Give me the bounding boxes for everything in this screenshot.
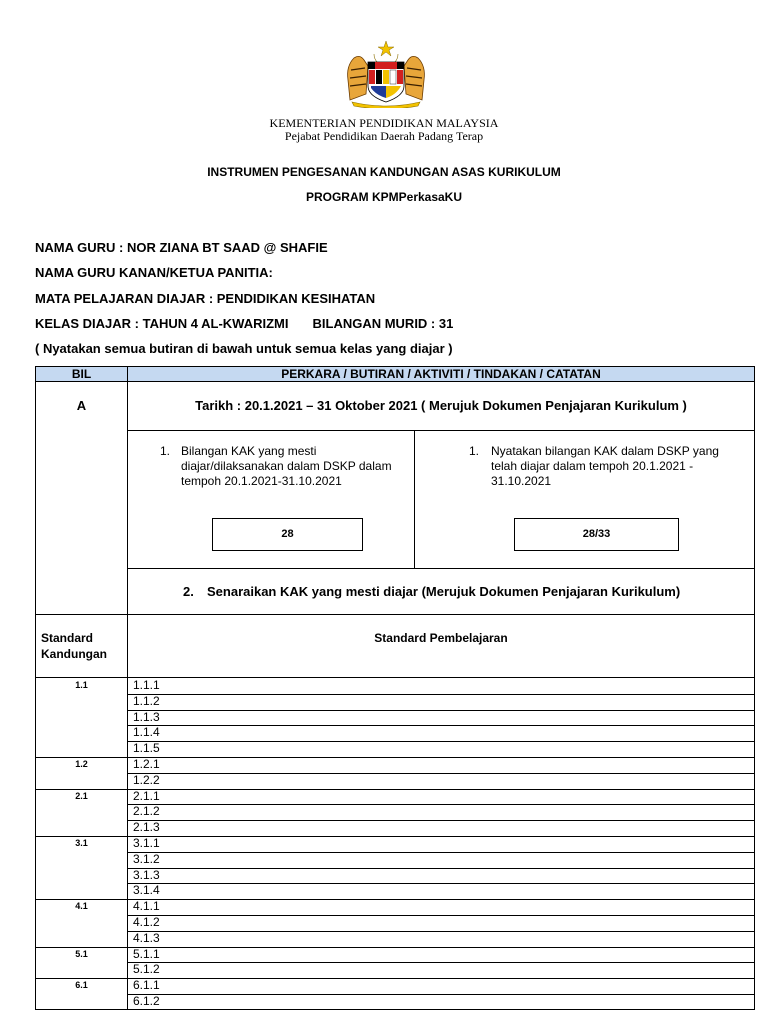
- standard-pembelajaran-cell: 3.1.1: [133, 836, 160, 850]
- column-header-bil: BIL: [71, 367, 92, 381]
- standard-pembelajaran-cell: 4.1.3: [133, 930, 160, 945]
- document-title: INSTRUMEN PENGESANAN KANDUNGAN ASAS KURIKULUM: [207, 165, 561, 179]
- ministry-name: KEMENTERIAN PENDIDIKAN MALAYSIA: [269, 116, 499, 130]
- standard-pembelajaran-cell: 1.2.1: [133, 757, 160, 771]
- standard-pembelajaran-cell: 4.1.1: [133, 899, 160, 914]
- standard-pembelajaran-cell: 1.1.3: [133, 709, 160, 724]
- table-row-rule: [127, 820, 755, 821]
- standard-kandungan-cell: 5.1: [75, 948, 88, 959]
- standard-pembelajaran-cell: 4.1.2: [133, 915, 160, 929]
- standard-kandungan-cell: 2.1: [75, 790, 88, 801]
- table-row-rule: [127, 804, 755, 805]
- section-label-a: A: [76, 398, 87, 413]
- table-row-rule: [127, 962, 755, 963]
- standard-pembelajaran-cell: 1.2.2: [133, 772, 160, 787]
- standard-pembelajaran-cell: 5.1.1: [133, 946, 160, 961]
- standard-pembelajaran-cell: 1.1.5: [133, 741, 160, 756]
- question-2-number: 2.: [183, 584, 194, 599]
- table-rule: [127, 568, 755, 569]
- ministry-header: [0, 117, 768, 143]
- teacher-name: NAMA GURU : NOR ZIANA BT SAAD @ SHAFIE: [35, 240, 328, 255]
- table-column-divider: [127, 366, 128, 1010]
- standard-kandungan-cell: 4.1: [75, 901, 88, 912]
- standard-pembelajaran-cell: 3.1.4: [133, 883, 160, 898]
- table-row-rule: [127, 852, 755, 853]
- instruction-note: ( Nyatakan semua butiran di bawah untuk semua kelas yang diajar ): [35, 341, 453, 356]
- district-office-name: Pejabat Pendidikan Daerah Padang Terap: [284, 129, 484, 143]
- standard-pembelajaran-cell: 2.1.3: [133, 820, 160, 835]
- question-1-left-number: 1.: [160, 444, 171, 458]
- standard-kandungan-cell: 1.1: [75, 680, 88, 690]
- table-row-rule: [127, 883, 755, 884]
- table-row-rule: [127, 868, 755, 869]
- standard-pembelajaran-cell: 3.1.3: [133, 867, 160, 882]
- standard-kandungan-cell: 3.1: [75, 838, 88, 848]
- senior-teacher-label: NAMA GURU KANAN/KETUA PANITIA:: [35, 265, 273, 280]
- table-row-rule: [127, 773, 755, 774]
- table-row-rule: [127, 915, 755, 916]
- subject-line: MATA PELAJARAN DIAJAR : PENDIDIKAN KESIHATAN: [35, 291, 376, 306]
- standard-pembelajaran-cell: 3.1.2: [133, 851, 160, 866]
- table-row-rule: [127, 710, 755, 711]
- program-name: PROGRAM KPMPerkasaKU: [305, 190, 463, 204]
- standard-pembelajaran-cell: 2.1.2: [133, 804, 160, 819]
- table-row-rule: [127, 725, 755, 726]
- standard-kandungan-cell: 1.2: [75, 759, 88, 769]
- question-1-left-answer-box: 28: [212, 518, 363, 551]
- column-header-standard-kandungan: Standard Kandungan: [41, 631, 107, 661]
- question-1-right-text: Nyatakan bilangan KAK dalam DSKP yang telah diajar dalam tempoh 20.1.2021 - 31.10.2021: [491, 444, 719, 488]
- table-rule: [35, 614, 755, 615]
- question-1-right-number: 1.: [469, 444, 480, 458]
- date-range: Tarikh : 20.1.2021 – 31 Oktober 2021 ( Merujuk Dokumen Penjajaran Kurikulum ): [195, 398, 687, 413]
- standard-pembelajaran-cell: 1.1.2: [133, 693, 160, 708]
- student-count: BILANGAN MURID : 31: [312, 316, 454, 331]
- table-row-rule: [127, 931, 755, 932]
- table-row-rule: [127, 994, 755, 995]
- question-2-text: Senaraikan KAK yang mesti diajar (Merujuk Dokumen Penjajaran Kurikulum): [207, 584, 681, 599]
- standard-pembelajaran-cell: 1.1.1: [133, 678, 160, 692]
- table-column-divider: [414, 430, 415, 568]
- standard-pembelajaran-cell: 6.1.2: [133, 994, 160, 1008]
- question-1-left-text: Bilangan KAK yang mesti diajar/dilaksanakan dalam DSKP dalam tempoh 20.1.2021-31.10.2021: [181, 444, 392, 488]
- class-taught: KELAS DIAJAR : TAHUN 4 AL-KWARIZMI: [35, 316, 289, 331]
- table-rule: [127, 430, 755, 431]
- standard-pembelajaran-cell: 2.1.1: [133, 788, 160, 803]
- table-row-rule: [127, 694, 755, 695]
- standard-pembelajaran-cell: 5.1.2: [133, 962, 160, 977]
- standard-pembelajaran-cell: 1.1.4: [133, 725, 160, 740]
- standard-kandungan-cell: 6.1: [75, 980, 88, 991]
- question-1-right-answer-box: 28/33: [514, 518, 679, 551]
- table-rule: [35, 381, 755, 382]
- class-line: [35, 316, 453, 331]
- malaysia-coat-of-arms-icon: [338, 40, 434, 108]
- standard-pembelajaran-cell: 6.1.1: [133, 978, 160, 993]
- column-header-perkara: PERKARA / BUTIRAN / AKTIVITI / TINDAKAN / CATATAN: [281, 367, 601, 381]
- column-header-standard-pembelajaran: Standard Pembelajaran: [374, 631, 508, 645]
- table-row-rule: [127, 741, 755, 742]
